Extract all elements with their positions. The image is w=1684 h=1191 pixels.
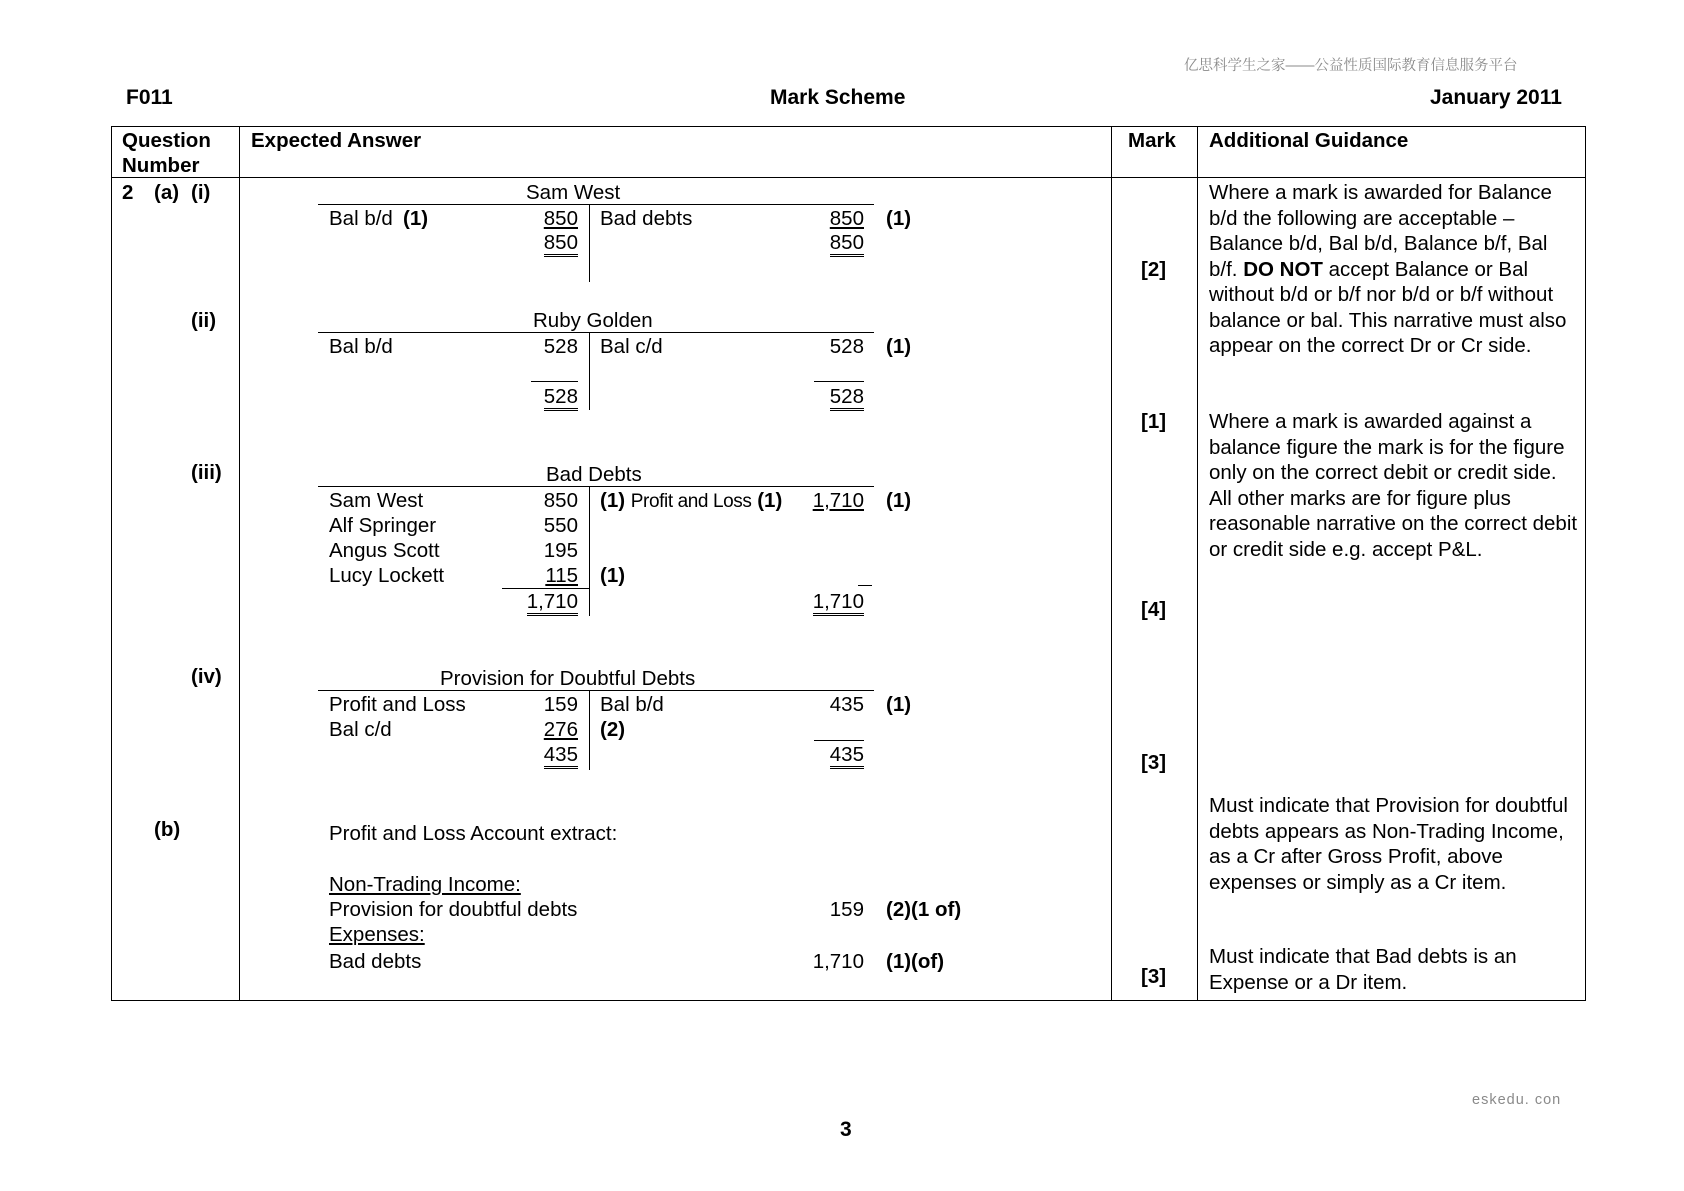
guidance-emphasis: DO NOT xyxy=(1243,257,1323,281)
mark-total: [3] xyxy=(1141,751,1167,774)
mark-annotation: (2)(1 of) xyxy=(886,898,962,921)
subpart-label-iii: (iii) xyxy=(191,461,222,484)
mark-total: [3] xyxy=(1141,965,1167,988)
dr-entry-value: 850 xyxy=(543,489,578,512)
dr-entry-label: Lucy Lockett xyxy=(329,564,445,587)
header-row-divider xyxy=(111,177,1586,178)
expense-value: 1,710 xyxy=(812,950,864,973)
mark-annotation: (1) xyxy=(600,564,626,587)
subpart-label-ii: (ii) xyxy=(191,309,217,332)
mark-total: [2] xyxy=(1141,258,1167,281)
ledger-title: Bad Debts xyxy=(546,463,642,486)
watermark-top: 亿思科学生之家——公益性质国际教育信息服务平台 xyxy=(1184,58,1518,74)
dr-total xyxy=(520,384,578,409)
subtotal-rule xyxy=(814,740,864,741)
mark-annotation: (1) xyxy=(886,693,912,716)
extract-heading: Profit and Loss Account extract: xyxy=(329,822,618,845)
cr-entry-label: Bal b/d xyxy=(600,693,664,716)
dr-entry-label: Bal c/d xyxy=(329,718,392,741)
column-divider xyxy=(1111,126,1112,1001)
column-header-answer: Expected Answer xyxy=(251,129,422,152)
ledger-top-rule xyxy=(318,332,874,333)
cr-total xyxy=(786,589,864,614)
dr-entry-label: Alf Springer xyxy=(329,514,437,537)
ledger-top-rule xyxy=(318,690,874,691)
part-label-b: (b) xyxy=(154,818,181,841)
ledger-centre-rule xyxy=(589,204,590,282)
income-value: 159 xyxy=(829,898,864,921)
ledger-title: Provision for Doubtful Debts xyxy=(440,667,696,690)
column-header-guidance: Additional Guidance xyxy=(1209,129,1409,152)
cr-entry-label: Profit and Loss xyxy=(630,491,752,512)
document-title: Mark Scheme xyxy=(770,86,906,109)
dr-total xyxy=(520,742,578,767)
dr-entry-value: 159 xyxy=(543,693,578,716)
ledger-top-rule xyxy=(318,204,874,205)
dr-total-value: 850 xyxy=(544,231,578,257)
dr-entry-value: 115 xyxy=(545,564,578,587)
dr-entry-value: 528 xyxy=(543,335,578,358)
ledger-centre-rule xyxy=(589,332,590,410)
cr-total-value: 528 xyxy=(830,385,864,411)
column-divider xyxy=(1197,126,1198,1001)
ledger-centre-rule xyxy=(589,690,590,770)
question-number: 2 xyxy=(122,181,134,204)
dr-total-value: 1,710 xyxy=(527,590,578,616)
expense-label: Bad debts xyxy=(329,950,422,973)
column-header-mark: Mark xyxy=(1128,129,1176,152)
ledger-title: Ruby Golden xyxy=(533,309,653,332)
cr-entry-value: 528 xyxy=(829,335,864,358)
dr-entry-label: Angus Scott xyxy=(329,539,440,562)
dr-entry-label: Bal b/d xyxy=(329,335,393,358)
guidance-bad-debts: Must indicate that Bad debts is an Expense or a Dr item. xyxy=(1209,945,1517,994)
mark-annotation: (1) xyxy=(600,489,626,512)
column-divider xyxy=(239,126,240,1001)
mark-total: [1] xyxy=(1141,410,1167,433)
dr-entry-value: 195 xyxy=(543,539,578,562)
guidance-balance-figure: Where a mark is awarded against a balance figure the mark is for the figure only on the correct debit or credit side. All other marks are for figure plus reasonable narrative on the correct debit or credit side e.g. accept P&L. xyxy=(1209,410,1578,561)
subtotal-rule xyxy=(858,585,872,586)
guidance-balance-bd xyxy=(1209,180,1581,359)
mark-total: [4] xyxy=(1141,598,1167,621)
cr-entry-value: 850 xyxy=(829,207,864,230)
mark-annotation: (1) xyxy=(403,207,429,230)
cr-entry-value: 435 xyxy=(829,693,864,716)
dr-entry-value: 550 xyxy=(543,514,578,537)
cr-total-value: 850 xyxy=(830,231,864,257)
mark-annotation: (2) xyxy=(600,718,626,741)
dr-total-value: 528 xyxy=(544,385,578,411)
mark-annotation: (1) xyxy=(886,335,912,358)
dr-total xyxy=(520,230,578,255)
paper-code: F011 xyxy=(126,86,173,109)
watermark-bottom: eskedu. con xyxy=(1472,1092,1562,1108)
page-number: 3 xyxy=(840,1118,852,1141)
mark-annotation: (1) xyxy=(886,489,912,512)
cr-entry-value: 1,710 xyxy=(812,489,864,512)
column-header-question: Question Number xyxy=(122,129,211,177)
income-label: Provision for doubtful debts xyxy=(329,898,578,921)
guidance-text: accept Balance or Bal without b/d or b/f nor b/d or b/f without balance or bal. This narrative must also appear on the correct Dr or Cr side. xyxy=(1209,257,1567,357)
cr-total xyxy=(806,384,864,409)
cr-total-value: 1,710 xyxy=(813,590,864,616)
subpart-label-i: (i) xyxy=(191,181,211,204)
subtotal-rule xyxy=(814,381,864,382)
guidance-text: Where a mark is awarded for Balance b/d the following are acceptable – Balance b/d, Bal b/d, Balance b/f, Bal b/f. xyxy=(1209,181,1552,281)
cr-total-value: 435 xyxy=(830,743,864,769)
dr-entry-label: Sam West xyxy=(329,489,424,512)
dr-entry-label: Profit and Loss xyxy=(329,693,466,716)
mark-annotation: (1) xyxy=(757,489,783,512)
part-label-a: (a) xyxy=(154,181,180,204)
cr-total xyxy=(806,230,864,255)
dr-entry-value: 276 xyxy=(543,718,578,741)
income-heading: Non-Trading Income: xyxy=(329,873,521,896)
dr-total xyxy=(500,589,578,614)
dr-entry-value: 850 xyxy=(543,207,578,230)
cr-entry-label: Bal c/d xyxy=(600,335,663,358)
ledger-centre-rule xyxy=(589,486,590,616)
exam-date: January 2011 xyxy=(1430,86,1562,109)
subpart-label-iv: (iv) xyxy=(191,665,222,688)
mark-annotation: (1) xyxy=(886,207,912,230)
mark-annotation: (1)(of) xyxy=(886,950,945,973)
guidance-provision: Must indicate that Provision for doubtful debts appears as Non-Trading Income, as a Cr after Gross Profit, above expenses or simply as a Cr item. xyxy=(1209,794,1568,894)
cr-total xyxy=(806,742,864,767)
subtotal-rule xyxy=(531,381,578,382)
cr-entry-label: Bad debts xyxy=(600,207,693,230)
expense-heading: Expenses: xyxy=(329,923,425,946)
ledger-top-rule xyxy=(318,486,874,487)
cr-entry xyxy=(600,488,782,514)
dr-entry-label: Bal b/d xyxy=(329,207,393,230)
dr-total-value: 435 xyxy=(544,743,578,769)
ledger-title: Sam West xyxy=(526,181,621,204)
